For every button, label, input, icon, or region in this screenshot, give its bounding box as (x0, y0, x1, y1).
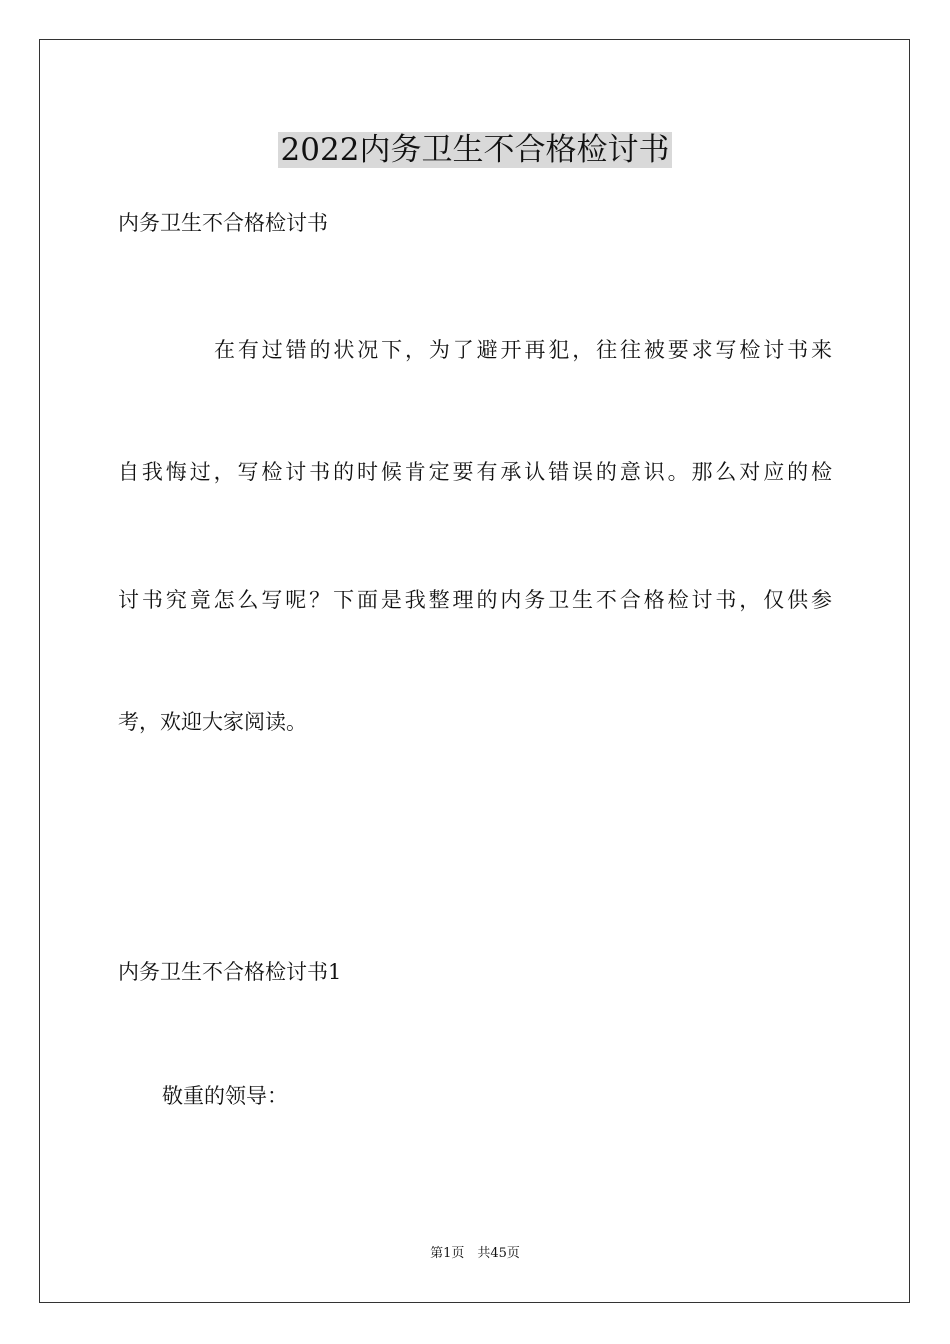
intro-line-4: 考，欢迎大家阅读。 (118, 710, 307, 734)
intro-line-1: 在有过错的状况下，为了避开再犯，往往被要求写检讨书来 (214, 338, 832, 362)
intro-line-2: 自我悔过，写检讨书的时候肯定要有承认错误的意识。那么对应的检 (118, 460, 832, 484)
section-heading: 内务卫生不合格检讨书1 (118, 960, 342, 984)
document-title (0, 128, 950, 172)
intro-line-3: 讨书究竟怎么写呢？下面是我整理的内务卫生不合格检讨书，仅供参 (118, 588, 832, 612)
page-indicator: 第1页 共45页 (430, 1246, 520, 1261)
document-title-text: 2022内务卫生不合格检讨书 (278, 132, 673, 168)
document-subtitle: 内务卫生不合格检讨书 (118, 211, 328, 235)
salutation: 敬重的领导： (162, 1084, 288, 1108)
